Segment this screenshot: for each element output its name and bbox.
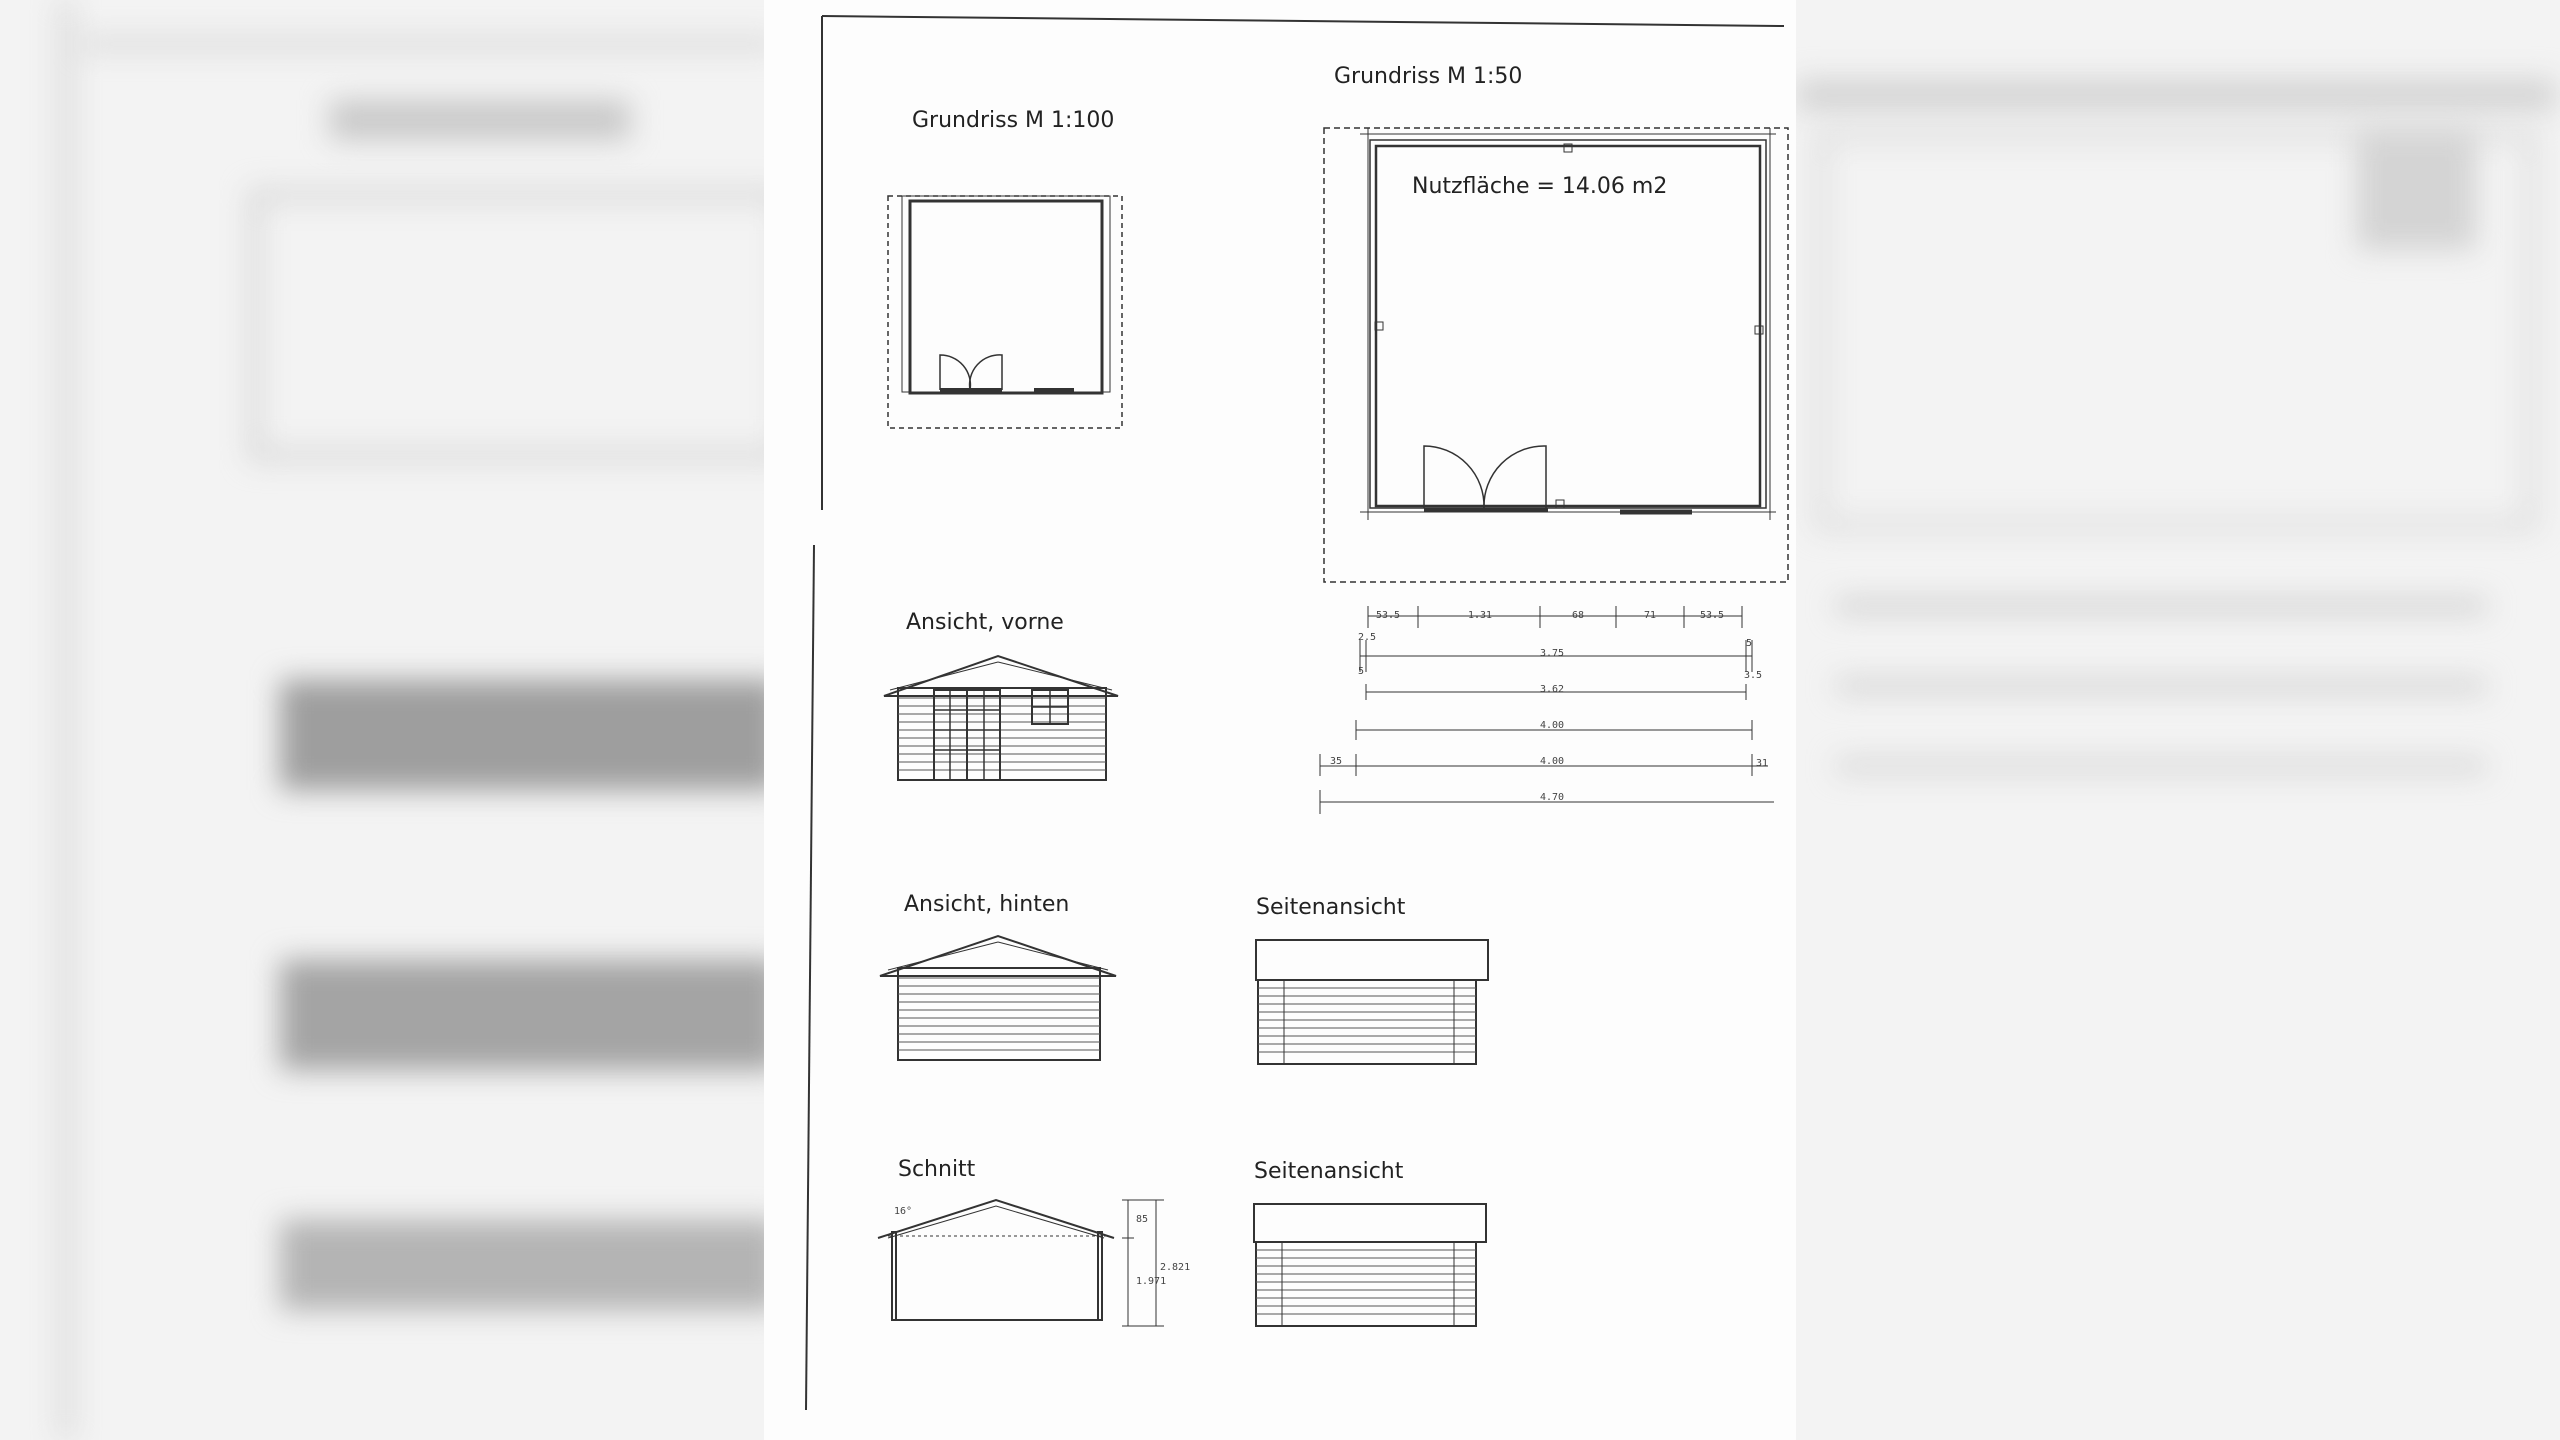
side-elevation-2: [1254, 1204, 1486, 1326]
dim-row5-right: 31: [1756, 758, 1769, 769]
front-elevation: [884, 656, 1118, 780]
dim-row2-right-bottom: 3.5: [1744, 670, 1763, 681]
blurred-background-left: [0, 0, 764, 1440]
dim-row1-1: 53.5: [1376, 610, 1401, 621]
angle-label: 16°: [894, 1206, 913, 1217]
dim-row2-right-top: 5: [1746, 638, 1753, 649]
dim-row1-5: 53.5: [1700, 610, 1725, 621]
dim-row5-left: 35: [1330, 756, 1343, 767]
dim-row1-2: 1.31: [1468, 610, 1493, 621]
dim-row2-left-top: 2.5: [1358, 632, 1377, 643]
label-seitenansicht-1: Seitenansicht: [1256, 895, 1406, 920]
dim-height-low: 1.971: [1136, 1276, 1167, 1287]
dim-height-total: 2.821: [1160, 1262, 1191, 1273]
label-ansicht-hinten: Ansicht, hinten: [904, 892, 1070, 917]
dim-row2-left-bottom: 5: [1358, 666, 1365, 677]
side-elevation-1: [1256, 940, 1488, 1064]
rear-elevation: [880, 936, 1116, 1060]
label-grundriss-100: Grundriss M 1:100: [912, 108, 1115, 133]
dim-row1-3: 68: [1572, 610, 1585, 621]
section-drawing: [878, 1200, 1190, 1326]
label-grundriss-50: Grundriss M 1:50: [1334, 64, 1523, 89]
dim-row5-mid: 4.00: [1540, 756, 1565, 767]
dim-row1-4: 71: [1644, 610, 1657, 621]
label-seitenansicht-2: Seitenansicht: [1254, 1159, 1404, 1184]
label-ansicht-vorne: Ansicht, vorne: [906, 610, 1064, 635]
dim-row4: 4.00: [1540, 720, 1565, 731]
nutzflaeche-label: Nutzfläche = 14.06 m2: [1412, 174, 1668, 199]
dim-row2-mid: 3.75: [1540, 648, 1565, 659]
dim-height-top: 85: [1136, 1214, 1149, 1225]
label-schnitt: Schnitt: [898, 1157, 976, 1182]
dimension-lines: [1320, 606, 1774, 814]
page-border: [806, 16, 1784, 1410]
dim-row6: 4.70: [1540, 792, 1565, 803]
dim-row3: 3.62: [1540, 684, 1565, 695]
floor-plan-document: [764, 0, 1796, 1440]
blurred-background-right: [1796, 0, 2560, 1440]
plan-drawing: [764, 0, 1796, 1440]
floor-plan-small: [888, 196, 1122, 428]
